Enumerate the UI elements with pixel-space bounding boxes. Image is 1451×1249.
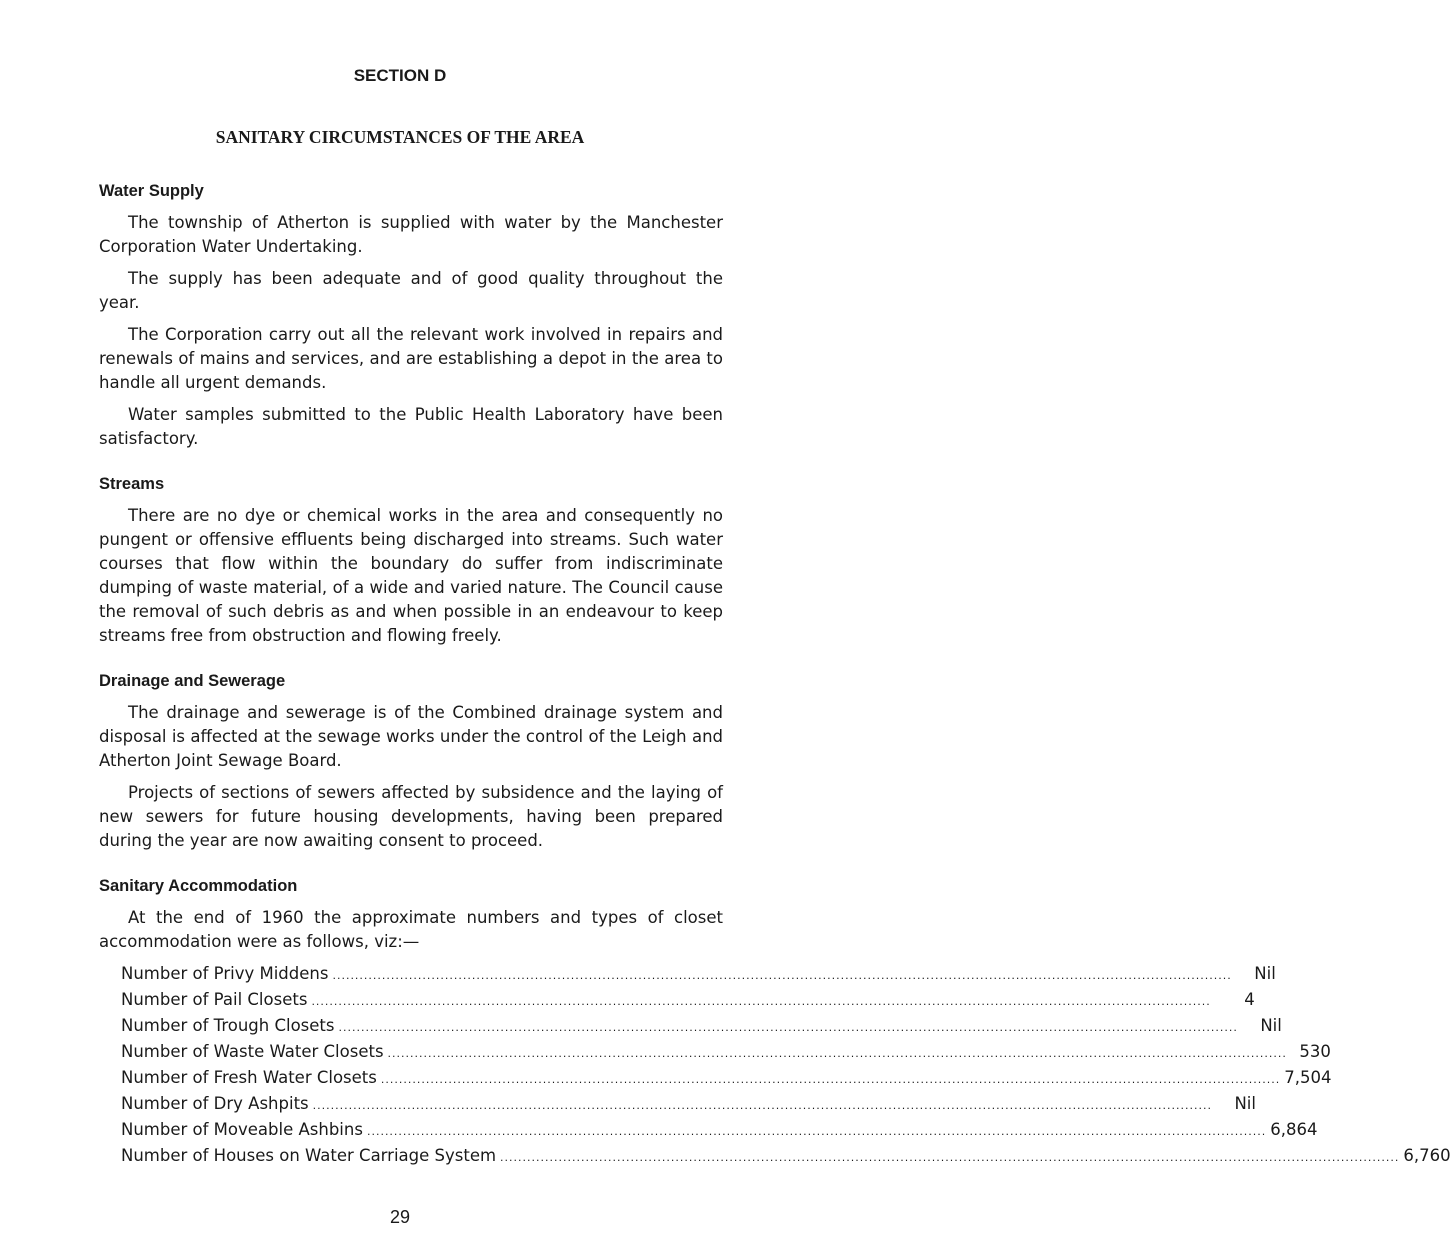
item-value: Nil bbox=[1234, 1094, 1256, 1113]
item-label: Number of Trough Closets bbox=[121, 1016, 335, 1035]
paragraph: There are no dye or chemical works in the area and consequently no pungent or offensive effluents being discharged into streams. Such water courses that flow within the boundary do suffer from indiscriminate dumping of waste material, of a wide and varied nature. The Council cause the removal of such debris as and when possible in an endeavour to keep streams free from obstruction and flowing freely. bbox=[99, 506, 723, 645]
item-value: 530 bbox=[1299, 1042, 1331, 1061]
list-item bbox=[121, 1118, 1318, 1144]
paragraph: Projects of sections of sewers affected by subsidence and the laying of new sewers for future housing developments, having been prepared during the year are now awaiting consent to proceed. bbox=[99, 783, 723, 850]
dot-leader: ........................................................................................................................................................................................................ bbox=[311, 995, 1211, 1008]
list-item bbox=[121, 1066, 1332, 1092]
dot-leader: ........................................................................................................................................................................................................ bbox=[332, 969, 1232, 982]
drainage-section bbox=[99, 672, 723, 853]
streams-heading: Streams bbox=[99, 475, 165, 493]
item-label: Number of Fresh Water Closets bbox=[121, 1068, 377, 1087]
dot-leader: ........................................................................................................................................................................................................ bbox=[338, 1021, 1238, 1034]
accommodation-list bbox=[121, 962, 1451, 1170]
paragraph: The supply has been adequate and of good quality throughout the year. bbox=[99, 269, 723, 312]
item-value: Nil bbox=[1260, 1016, 1282, 1035]
water-supply-heading: Water Supply bbox=[99, 182, 204, 200]
paragraph: The drainage and sewerage is of the Combined drainage system and disposal is affected at the sewage works under the control of the Leigh and Atherton Joint Sewage Board. bbox=[99, 703, 723, 770]
item-value: 6,864 bbox=[1270, 1120, 1318, 1139]
paragraph: The Corporation carry out all the relevant work involved in repairs and renewals of mains and services, and are establishing a depot in the area to handle all urgent demands. bbox=[99, 325, 723, 392]
dot-leader: ........................................................................................................................................................................................................ bbox=[380, 1073, 1281, 1086]
paragraph: Water samples submitted to the Public Health Laboratory have been satisfactory. bbox=[99, 405, 723, 448]
section-label: SECTION D bbox=[353, 66, 447, 85]
item-label: Number of Dry Ashpits bbox=[121, 1094, 309, 1113]
item-value: 7,504 bbox=[1284, 1068, 1332, 1087]
item-label: Number of Pail Closets bbox=[121, 990, 308, 1009]
item-value: 4 bbox=[1244, 990, 1255, 1009]
item-label: Number of Waste Water Closets bbox=[121, 1042, 384, 1061]
streams-section bbox=[99, 475, 723, 648]
paragraph: At the end of 1960 the approximate numbers and types of closet accommodation were as follows, viz:— bbox=[99, 908, 723, 951]
sanitary-accommodation-section bbox=[99, 877, 1451, 1170]
item-label: Number of Moveable Ashbins bbox=[121, 1120, 363, 1139]
dot-leader: ........................................................................................................................................................................................................ bbox=[500, 1151, 1400, 1164]
list-item bbox=[121, 988, 1255, 1014]
page-number: 29 bbox=[389, 1207, 411, 1227]
document-body bbox=[99, 182, 1451, 1194]
list-item bbox=[121, 1040, 1331, 1066]
paragraph: The township of Atherton is supplied with water by the Manchester Corporation Water Undertaking. bbox=[99, 213, 723, 256]
dot-leader: ........................................................................................................................................................................................................ bbox=[366, 1125, 1267, 1138]
dot-leader: ........................................................................................................................................................................................................ bbox=[387, 1047, 1287, 1060]
sanitary-accommodation-heading: Sanitary Accommodation bbox=[99, 877, 298, 895]
list-item bbox=[121, 1144, 1451, 1170]
page-title: SANITARY CIRCUMSTANCES OF THE AREA bbox=[215, 127, 585, 147]
item-label: Number of Privy Middens bbox=[121, 964, 329, 983]
item-label: Number of Houses on Water Carriage System bbox=[121, 1146, 497, 1165]
dot-leader: ........................................................................................................................................................................................................ bbox=[312, 1099, 1212, 1112]
water-supply-section bbox=[99, 182, 723, 451]
list-item bbox=[121, 1092, 1256, 1118]
list-item bbox=[121, 1014, 1282, 1040]
list-item bbox=[121, 962, 1276, 988]
item-value: 6,760 bbox=[1403, 1146, 1451, 1165]
drainage-heading: Drainage and Sewerage bbox=[99, 672, 286, 690]
item-value: Nil bbox=[1254, 964, 1276, 983]
